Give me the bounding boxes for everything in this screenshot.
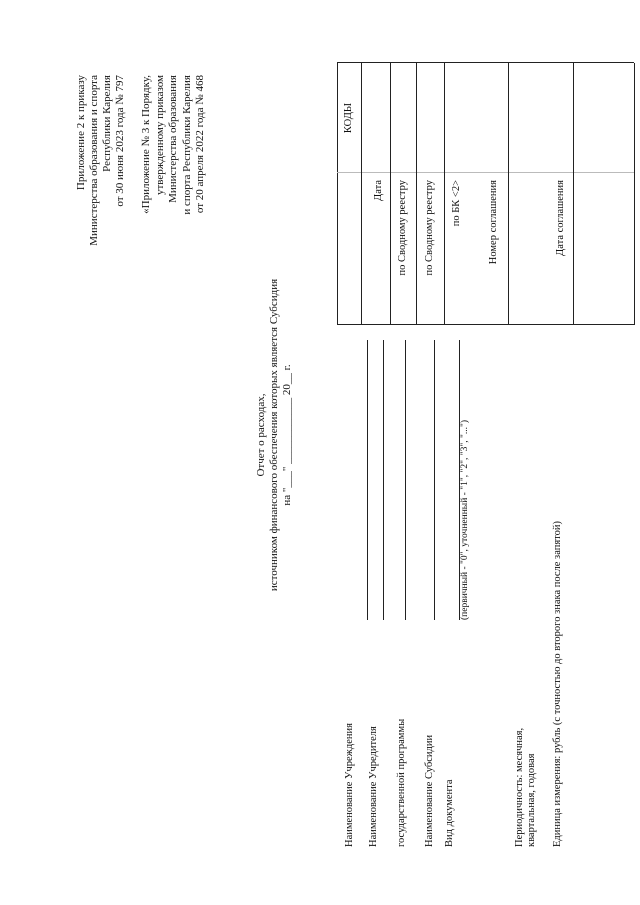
- appendix-sub-line: и спорта Республики Карелия: [180, 75, 193, 215]
- codes-row-agreement-date: Дата соглашения: [555, 180, 566, 256]
- label-institution: Наименование Учреждения: [344, 723, 355, 847]
- appendix-line: от 30 июня 2023 года № 797: [114, 75, 126, 207]
- codes-row-date: Дата: [373, 180, 384, 201]
- report-title: [255, 115, 294, 755]
- codes-row-registry-1: по Сводному реестру: [397, 180, 408, 276]
- title-line-2: источником финансового обеспечения которых является Субсидия: [268, 278, 280, 592]
- appendix-sub-block: [140, 75, 208, 265]
- appendix-line: Республики Карелия: [101, 75, 113, 172]
- codes-table: [337, 63, 634, 325]
- appendix-sub-line: «Приложение № 3 к Порядку,: [140, 75, 152, 214]
- label-unit: Единица измерения: рубль (с точностью до второго знака после запятой): [552, 521, 563, 847]
- label-founder: Наименование Учредителя: [368, 726, 379, 847]
- title-line-3: на "___" ____________ 20__ г.: [281, 364, 293, 506]
- doc-type-hint: (первичный - "0", уточненный - "1", "2", "3", "..."): [460, 419, 470, 620]
- codes-row-agreement-number: Номер соглашения: [488, 180, 499, 265]
- title-line-1: Отчет о расходах,: [255, 393, 267, 477]
- appendix-line: Министерства образования и спорта: [88, 75, 100, 246]
- label-program: государственной программы: [396, 718, 407, 847]
- label-doc-type: Вид документа: [444, 779, 455, 847]
- label-subsidy: Наименование Субсидии: [424, 734, 435, 847]
- appendix-line: Приложение 2 к приказу: [75, 75, 87, 191]
- label-periodicity-1: Периодичность: месячная,: [514, 727, 525, 847]
- codes-row-bk: по БК <2>: [451, 180, 462, 227]
- appendix-sub-line: Министерства образования: [167, 75, 179, 203]
- label-periodicity-2: квартальная, годовая: [526, 753, 537, 847]
- codes-header: КОДЫ: [343, 102, 354, 134]
- appendix-sub-line: утвержденному приказом: [153, 75, 166, 196]
- appendix-sub-line: от 20 апреля 2022 года № 468: [194, 75, 206, 214]
- codes-row-registry-2: по Сводному реестру: [424, 180, 435, 276]
- appendix-block: [75, 75, 127, 265]
